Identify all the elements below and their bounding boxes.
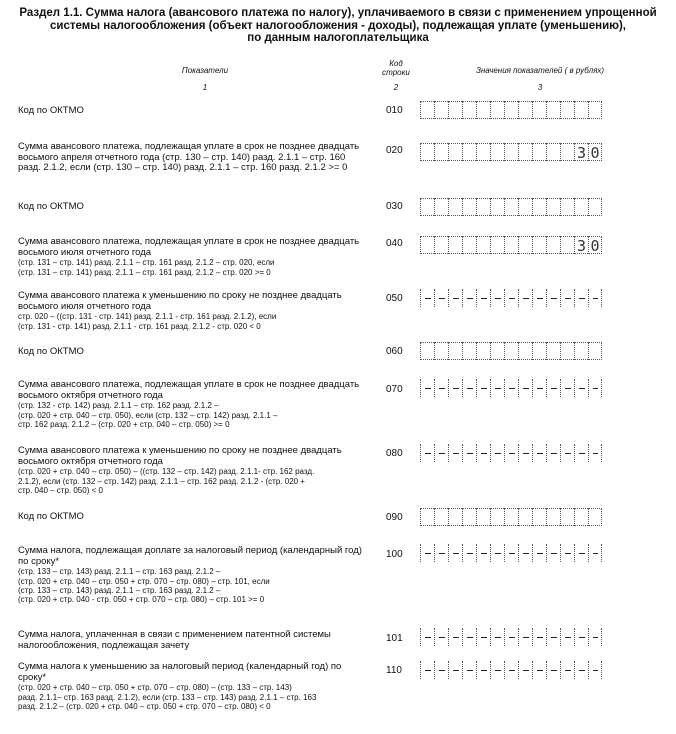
digit-cell[interactable] (448, 661, 462, 679)
digit-cell[interactable] (546, 198, 560, 216)
digit-cell[interactable] (560, 342, 574, 360)
digit-cell[interactable] (448, 289, 462, 307)
digit-cell[interactable] (476, 379, 490, 397)
digit-cell[interactable] (532, 236, 546, 254)
digit-cell[interactable] (462, 101, 476, 119)
digit-cell[interactable] (560, 628, 574, 646)
row-090-label: Код по ОКТМО (18, 511, 84, 522)
digit-cell[interactable] (574, 379, 588, 397)
digit-cell[interactable] (574, 444, 588, 462)
digit-cell[interactable] (448, 143, 462, 161)
digit-cell[interactable] (518, 289, 532, 307)
digit-cell[interactable] (588, 289, 602, 307)
digit-cell[interactable] (420, 379, 434, 397)
digit-cell[interactable] (434, 661, 448, 679)
digit-cell[interactable] (518, 101, 532, 119)
digit-cell[interactable]: 0 (588, 236, 602, 254)
row-070-code: 070 (386, 384, 403, 395)
digit-cell[interactable] (546, 628, 560, 646)
digit-cell[interactable] (588, 661, 602, 679)
digit-cell[interactable]: 3 (574, 236, 588, 254)
digit-cell[interactable] (490, 101, 504, 119)
row-080-value-field[interactable] (420, 444, 602, 462)
row-100-label: Сумма налога, подлежащая доплате за налоговый период (календарный год) по сроку* (стр. 133 – стр. 143) разд. 2.1.1 – стр. 163 разд. 2.1.2 – (стр. 020 + стр. 040 – стр. 050 + стр. 070 – стр. 080) – стр. 101, если (стр. 133 – стр. 143) разд. 2.1.1 – стр. 163 разд. 2.1.2 – (стр. 020 + стр. 040 - стр. 050 + стр. 070 – стр. 080) – стр. 101 >= 0 (18, 545, 362, 605)
digit-cell[interactable] (504, 342, 518, 360)
digit-cell[interactable] (574, 628, 588, 646)
digit-cell[interactable] (532, 544, 546, 562)
digit-cell[interactable] (490, 289, 504, 307)
digit-cell[interactable] (588, 444, 602, 462)
digit-cell[interactable] (546, 544, 560, 562)
digit-cell[interactable] (546, 289, 560, 307)
digit-cell[interactable] (434, 289, 448, 307)
row-060-code: 060 (386, 346, 403, 357)
digit-cell[interactable] (476, 342, 490, 360)
row-100-value-field[interactable] (420, 544, 602, 562)
digit-cell[interactable] (574, 661, 588, 679)
digit-cell[interactable] (434, 628, 448, 646)
row-070-label: Сумма авансового платежа, подлежащая уплате в срок не позднее двадцать восьмого октября отчетного года (стр. 132 - стр. 142) разд. 2.1.1 – стр. 162 разд. 2.1.2 – (стр. 020 + стр. 040 – стр. 050), если (стр. 132 – стр. 142) разд. 2.1.1 – стр. 162 разд. 2.1.2 – (стр. 020 + стр. 040 – стр. 050) >= 0 (18, 379, 360, 429)
digit-cell[interactable] (532, 661, 546, 679)
digit-cell[interactable] (588, 379, 602, 397)
digit-cell[interactable] (588, 342, 602, 360)
digit-cell[interactable] (420, 143, 434, 161)
row-110-label: Сумма налога к уменьшению за налоговый период (календарный год) по сроку* (стр. 020 + стр. 040 – стр. 050 + стр. 070 – стр. 080) – (стр. 133 – стр. 143) разд. 2.1.1– стр. 163 разд. 2.1.2), если (стр. 133 – стр. 143) разд. 2.1.1 – стр. 163 разд. 2.1.2 – (стр. 020 + стр. 040 – стр. 050 + стр. 070 – стр. 080) < 0 (18, 661, 342, 711)
digit-cell[interactable] (434, 342, 448, 360)
digit-cell[interactable] (518, 508, 532, 526)
digit-cell[interactable] (574, 508, 588, 526)
row-060-label: Код по ОКТМО (18, 346, 84, 357)
row-090-value-field[interactable] (420, 508, 602, 526)
row-030-value-field[interactable] (420, 198, 602, 216)
digit-cell[interactable] (560, 661, 574, 679)
digit-cell[interactable] (462, 289, 476, 307)
row-060-value-field[interactable] (420, 342, 602, 360)
digit-cell[interactable] (462, 628, 476, 646)
digit-cell[interactable] (560, 544, 574, 562)
digit-cell[interactable] (434, 544, 448, 562)
digit-cell[interactable] (490, 342, 504, 360)
digit-cell[interactable] (560, 198, 574, 216)
digit-cell[interactable] (420, 198, 434, 216)
digit-cell[interactable] (532, 628, 546, 646)
digit-cell[interactable] (462, 198, 476, 216)
digit-cell[interactable] (462, 508, 476, 526)
digit-cell[interactable] (504, 661, 518, 679)
digit-cell[interactable] (504, 101, 518, 119)
digit-cell[interactable] (504, 289, 518, 307)
row-080-code: 080 (386, 448, 403, 459)
digit-cell[interactable] (490, 661, 504, 679)
header-num-3: 3 (537, 83, 543, 92)
digit-cell[interactable] (490, 544, 504, 562)
digit-cell[interactable] (490, 444, 504, 462)
digit-cell[interactable] (518, 444, 532, 462)
row-020-code: 020 (386, 145, 403, 156)
digit-cell[interactable] (518, 236, 532, 254)
digit-cell[interactable] (518, 342, 532, 360)
digit-cell[interactable] (518, 143, 532, 161)
digit-cell[interactable] (462, 143, 476, 161)
digit-cell[interactable] (448, 342, 462, 360)
digit-cell[interactable] (462, 342, 476, 360)
digit-cell[interactable] (560, 101, 574, 119)
row-110-code: 110 (386, 665, 402, 676)
digit-cell[interactable] (588, 198, 602, 216)
digit-cell[interactable] (448, 444, 462, 462)
digit-cell[interactable] (504, 508, 518, 526)
digit-cell[interactable] (448, 101, 462, 119)
digit-cell[interactable] (434, 101, 448, 119)
digit-cell[interactable] (574, 101, 588, 119)
digit-cell[interactable] (588, 628, 602, 646)
digit-cell[interactable] (504, 236, 518, 254)
digit-cell[interactable] (518, 198, 532, 216)
digit-cell[interactable] (560, 508, 574, 526)
digit-cell[interactable] (532, 444, 546, 462)
digit-cell[interactable] (420, 544, 434, 562)
row-100-code: 100 (386, 549, 403, 560)
section-title-line-3: по данным налогоплательщика (247, 32, 429, 44)
digit-cell[interactable] (448, 198, 462, 216)
row-110-value-field[interactable] (420, 661, 602, 679)
digit-cell[interactable] (476, 289, 490, 307)
section-title (0, 7, 676, 45)
digit-cell[interactable] (504, 143, 518, 161)
digit-cell[interactable] (574, 342, 588, 360)
digit-cell[interactable] (518, 628, 532, 646)
digit-cell[interactable] (434, 379, 448, 397)
digit-cell[interactable] (546, 342, 560, 360)
header-code-line1: Код (389, 59, 403, 68)
digit-cell[interactable] (476, 508, 490, 526)
digit-cell[interactable] (532, 289, 546, 307)
digit-cell[interactable] (434, 236, 448, 254)
digit-cell[interactable] (546, 236, 560, 254)
row-010-label: Код по ОКТМО (18, 105, 84, 116)
digit-cell[interactable] (546, 444, 560, 462)
row-020-value-field[interactable] (420, 143, 602, 161)
digit-cell[interactable] (476, 628, 490, 646)
row-020-label: Сумма авансового платежа, подлежащая уплате в срок не позднее двадцать восьмого апреля отчетного года (стр. 130 – стр. 140) разд. 2.1.1 – стр. 160 разд. 2.1.2, если (стр. 130 – стр. 140) разд. 2.1.1 – стр. 160 разд. 2.1.2 >= 0 (18, 141, 360, 174)
digit-cell[interactable] (490, 198, 504, 216)
digit-cell[interactable] (532, 101, 546, 119)
row-030-code: 030 (386, 201, 403, 212)
digit-cell[interactable] (490, 508, 504, 526)
digit-cell[interactable] (518, 544, 532, 562)
row-040-code: 040 (386, 238, 403, 249)
digit-cell[interactable] (574, 544, 588, 562)
row-050-label: Сумма авансового платежа к уменьшению по сроку не позднее двадцать восьмого июля отчетного года стр. 020 – ((стр. 131 - стр. 141) разд. 2.1.1 - стр. 161 разд. 2.1.2), если (стр. 131 - стр. 141) разд. 2.1.1 - стр. 161 разд. 2.1.2 - стр. 020 < 0 (18, 290, 342, 331)
digit-cell[interactable] (504, 628, 518, 646)
digit-cell[interactable]: 0 (588, 143, 602, 161)
digit-cell[interactable] (476, 544, 490, 562)
digit-cell[interactable] (476, 444, 490, 462)
digit-cell[interactable] (490, 379, 504, 397)
digit-cell[interactable] (420, 101, 434, 119)
digit-cell[interactable] (518, 379, 532, 397)
digit-cell[interactable] (504, 444, 518, 462)
digit-cell[interactable] (504, 544, 518, 562)
digit-cell[interactable] (476, 101, 490, 119)
digit-cell[interactable] (546, 379, 560, 397)
row-050-value-field[interactable] (420, 289, 602, 307)
digit-cell[interactable] (532, 143, 546, 161)
digit-cell[interactable] (546, 661, 560, 679)
digit-cell[interactable] (546, 143, 560, 161)
digit-cell[interactable] (518, 661, 532, 679)
digit-cell[interactable] (420, 661, 434, 679)
header-code-line2: строки (382, 68, 410, 77)
header-indicators: Показатели (181, 66, 229, 75)
header-num-2: 2 (393, 83, 399, 92)
digit-cell[interactable] (588, 544, 602, 562)
section-title-line-1: Раздел 1.1. Сумма налога (авансового платежа по налогу), уплачиваемого в связи с применением упрощенной (19, 7, 657, 19)
digit-cell[interactable] (490, 143, 504, 161)
row-080-label: Сумма авансового платежа к уменьшению по сроку не позднее двадцать восьмого октября отчетного года (стр. 020 + стр. 040 – стр. 050) – ((стр. 132 – стр. 142) разд. 2.1.1- стр. 162 разд. 2.1.2), если (стр. 132 – стр. 142) разд. 2.1.1 – стр. 162 разд. 2.1.2 - (стр. 020 + стр. 040 – стр. 050) < 0 (18, 445, 342, 495)
digit-cell[interactable] (560, 379, 574, 397)
row-070-value-field[interactable] (420, 379, 602, 397)
digit-cell[interactable] (420, 236, 434, 254)
row-050-code: 050 (386, 293, 403, 304)
header-values: Значения показателей ( в рублях) (475, 66, 605, 75)
digit-cell[interactable] (588, 101, 602, 119)
digit-cell[interactable] (434, 143, 448, 161)
digit-cell[interactable] (490, 236, 504, 254)
digit-cell[interactable] (504, 198, 518, 216)
digit-cell[interactable] (462, 544, 476, 562)
digit-cell[interactable] (448, 544, 462, 562)
digit-cell[interactable] (476, 236, 490, 254)
digit-cell[interactable] (546, 101, 560, 119)
digit-cell[interactable] (560, 143, 574, 161)
digit-cell[interactable] (476, 198, 490, 216)
digit-cell[interactable] (420, 289, 434, 307)
digit-cell[interactable] (546, 508, 560, 526)
digit-cell[interactable] (462, 236, 476, 254)
row-040-label: Сумма авансового платежа, подлежащая уплате в срок не позднее двадцать восьмого июля отчетного года (стр. 131 – стр. 141) разд. 2.1.1 – стр. 161 разд. 2.1.2 – стр. 020, если (стр. 131 – стр. 141) разд. 2.1.1 – стр. 161 разд. 2.1.2 – стр. 020 >= 0 (18, 236, 360, 277)
digit-cell[interactable] (420, 342, 434, 360)
row-101-label: Сумма налога, уплаченная в связи с применением патентной системы налогообложения, подлежащая зачету (18, 629, 331, 651)
digit-cell[interactable] (588, 508, 602, 526)
digit-cell[interactable] (532, 379, 546, 397)
digit-cell[interactable] (420, 628, 434, 646)
digit-cell[interactable] (420, 508, 434, 526)
row-101-code: 101 (386, 633, 403, 644)
row-090-code: 090 (386, 512, 403, 523)
digit-cell[interactable] (448, 628, 462, 646)
digit-cell[interactable] (574, 198, 588, 216)
row-040-value-field[interactable] (420, 236, 602, 254)
digit-cell[interactable] (462, 444, 476, 462)
digit-cell[interactable] (462, 661, 476, 679)
digit-cell[interactable] (434, 444, 448, 462)
row-010-value-field[interactable] (420, 101, 602, 119)
digit-cell[interactable] (560, 289, 574, 307)
digit-cell[interactable] (560, 444, 574, 462)
digit-cell[interactable] (448, 236, 462, 254)
digit-cell[interactable] (532, 198, 546, 216)
digit-cell[interactable] (434, 508, 448, 526)
digit-cell[interactable] (448, 508, 462, 526)
section-title-line-2: системы налогообложения (объект налогообложения - доходы), подлежащая уплате (уменьшению), (49, 19, 626, 32)
digit-cell[interactable] (476, 661, 490, 679)
digit-cell[interactable] (462, 379, 476, 397)
digit-cell[interactable] (448, 379, 462, 397)
digit-cell[interactable] (434, 198, 448, 216)
digit-cell[interactable] (490, 628, 504, 646)
header-num-1: 1 (202, 83, 208, 92)
digit-cell[interactable] (532, 342, 546, 360)
digit-cell[interactable] (574, 289, 588, 307)
digit-cell[interactable] (476, 143, 490, 161)
row-101-value-field[interactable] (420, 628, 602, 646)
row-010-code: 010 (386, 105, 403, 116)
digit-cell[interactable] (560, 236, 574, 254)
digit-cell[interactable] (420, 444, 434, 462)
digit-cell[interactable]: 3 (574, 143, 588, 161)
digit-cell[interactable] (532, 508, 546, 526)
row-030-label: Код по ОКТМО (18, 201, 84, 212)
digit-cell[interactable] (504, 379, 518, 397)
